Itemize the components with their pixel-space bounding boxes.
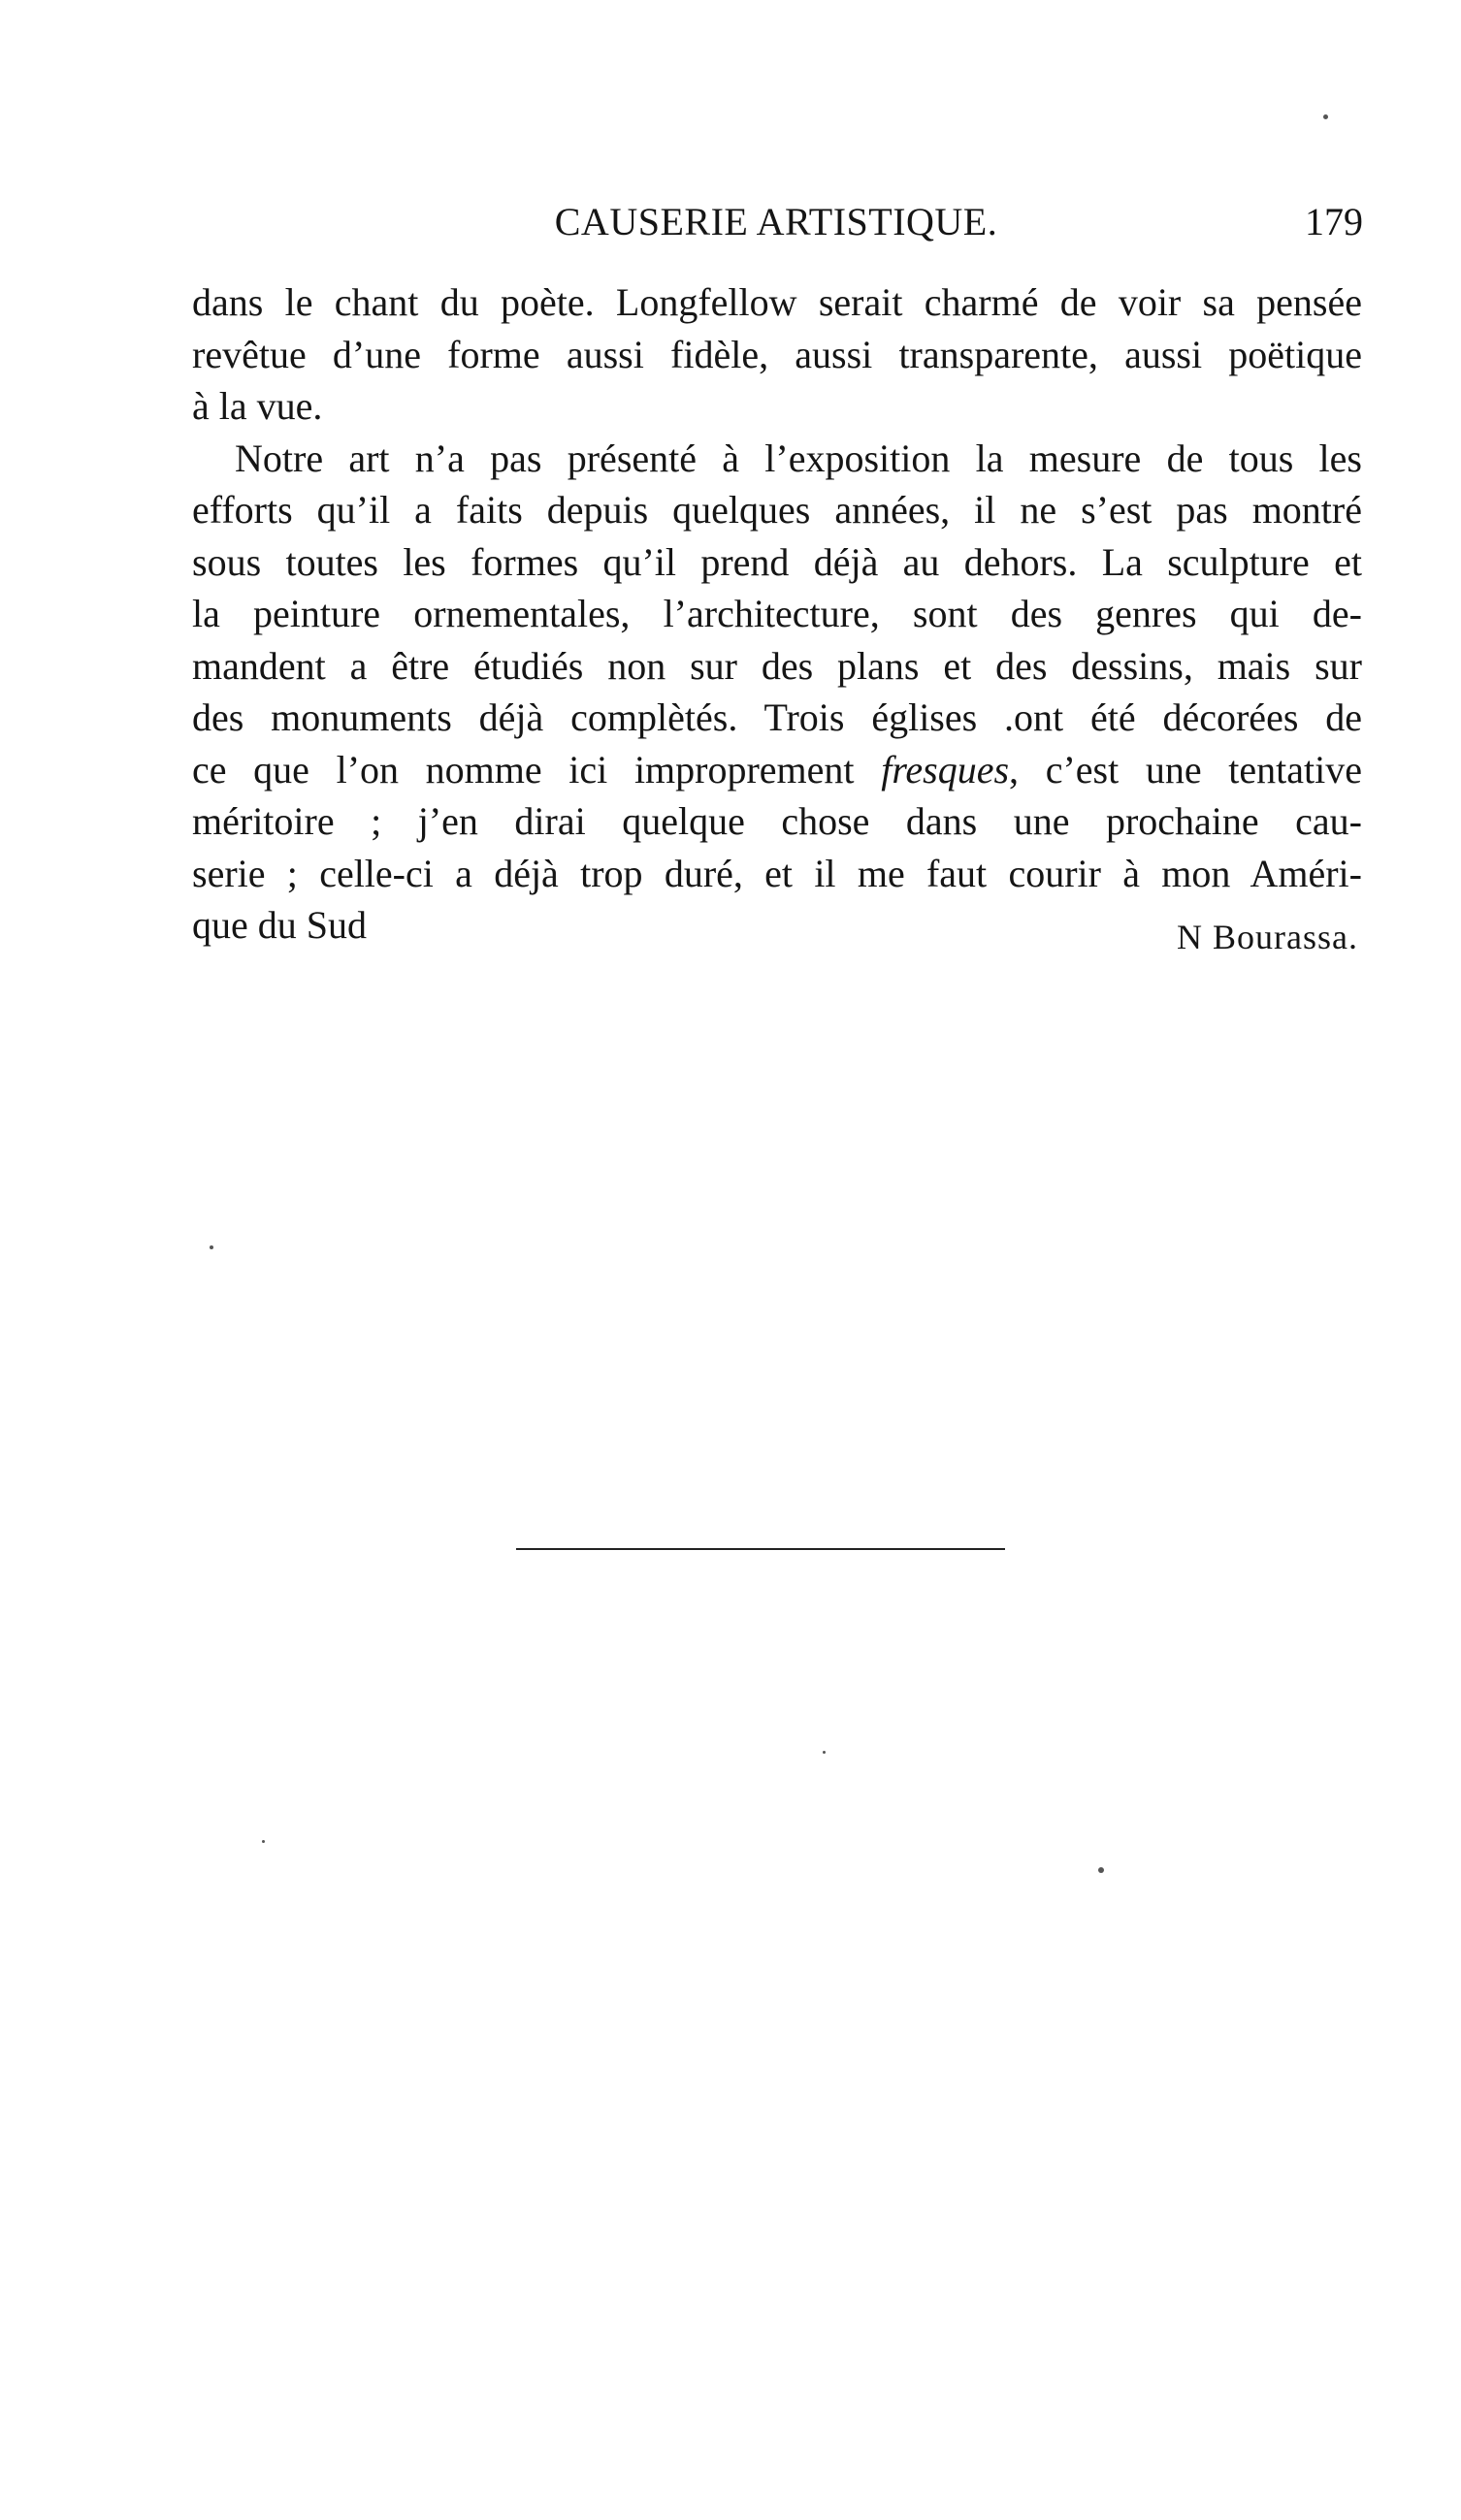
text-line: revêtue d’une forme aussi fidèle, aussi transparente, aussi poëtique bbox=[192, 332, 1362, 376]
text-line: mandent a être étudiés non sur des plans et des dessins, mais sur bbox=[192, 643, 1362, 688]
print-speck bbox=[262, 1840, 265, 1843]
section-divider bbox=[516, 1548, 1005, 1550]
paragraph bbox=[192, 433, 1362, 952]
text-line: que du Sud bbox=[192, 903, 367, 947]
print-speck bbox=[823, 1751, 826, 1754]
text-line: Notre art n’a pas présenté à l’exposition la mesure de tous les bbox=[235, 436, 1362, 480]
text-segment: , c’est une tentative bbox=[1009, 747, 1362, 792]
text-line: des monuments déjà complètés. Trois églises .ont été décorées de bbox=[192, 695, 1362, 739]
text-line: à la vue. bbox=[192, 384, 323, 428]
text-line: sous toutes les formes qu’il prend déjà au dehors. La sculpture et bbox=[192, 539, 1362, 584]
text-line: efforts qu’il a faits depuis quelques années, il ne s’est pas montré bbox=[192, 488, 1362, 532]
print-speck bbox=[1323, 114, 1328, 119]
page-header bbox=[189, 199, 1363, 257]
text-line: dans le chant du poète. Longfellow serait charmé de voir sa pensée bbox=[192, 280, 1362, 324]
body-text bbox=[192, 276, 1362, 952]
print-speck bbox=[210, 1245, 213, 1249]
running-title: CAUSERIE ARTISTIQUE. bbox=[554, 200, 998, 243]
text-line-with-italic bbox=[192, 744, 1362, 796]
page-number: 179 bbox=[1305, 200, 1363, 243]
paragraph bbox=[192, 276, 1362, 433]
text-line: méritoire ; j’en dirai quelque chose dans une prochaine cau- bbox=[192, 799, 1362, 843]
text-line: la peinture ornementales, l’architecture, sont des genres qui de- bbox=[192, 592, 1362, 635]
text-segment: ce que l’on nomme ici improprement bbox=[192, 747, 882, 792]
author-signature: N Bourassa. bbox=[1177, 918, 1358, 956]
print-speck bbox=[1098, 1867, 1104, 1873]
text-line: serie ; celle-ci a déjà trop duré, et il me faut courir à mon Améri- bbox=[192, 851, 1362, 895]
italic-word: fresques bbox=[881, 747, 1010, 792]
